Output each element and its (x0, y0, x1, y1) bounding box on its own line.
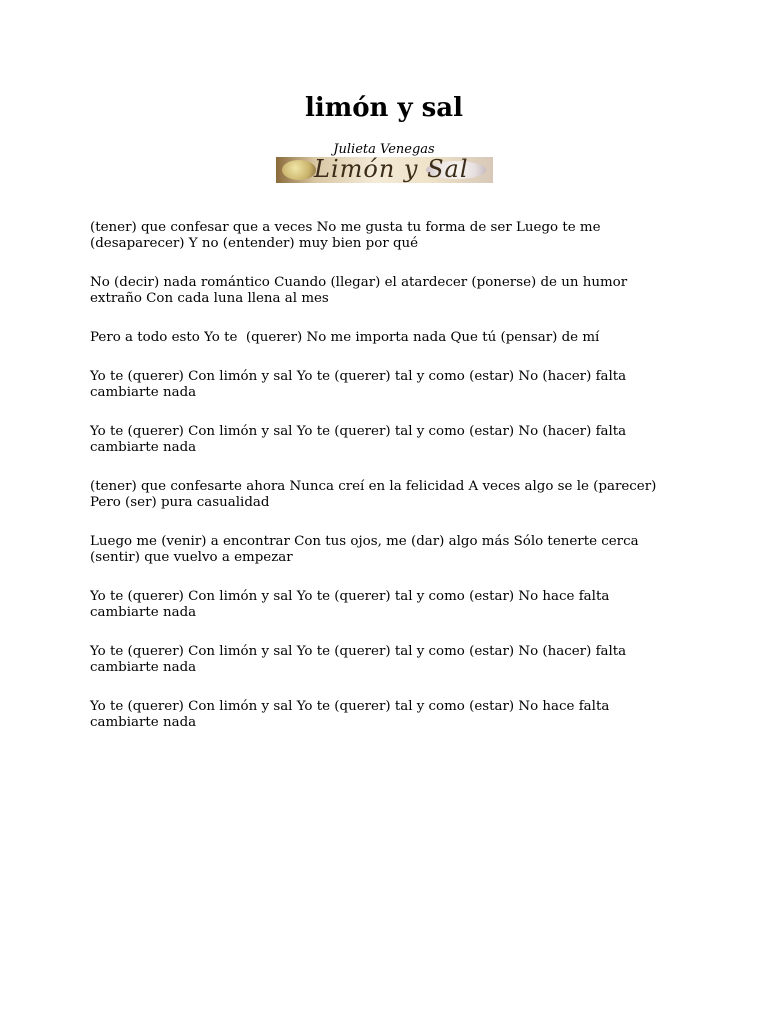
lyrics-stanza: Yo te (querer) Con limón y sal Yo te (querer) tal y como (estar) No (hacer) falta cambiarte nada (90, 644, 631, 675)
lyrics-stanza: No (decir) nada romántico Cuando (llegar) el atardecer (ponerse) de un humor extraño Con cada luna llena al mes (90, 275, 632, 306)
lyrics-stanza: Yo te (querer) Con limón y sal Yo te (querer) tal y como (estar) No (hacer) falta cambiarte nada (90, 369, 631, 400)
album-banner-image (276, 157, 493, 183)
lyrics-stanza: (tener) que confesarte ahora Nunca creí en la felicidad A veces algo se le (parecer) Pero (ser) pura casualidad (90, 479, 661, 510)
author-name: Julieta Venegas (333, 142, 435, 157)
lyrics-stanza: Yo te (querer) Con limón y sal Yo te (querer) tal y como (estar) No (hacer) falta cambiarte nada (90, 424, 631, 455)
lyrics-body (90, 220, 682, 754)
lyrics-stanza: Pero a todo esto Yo te (querer) No me importa nada Que tú (pensar) de mí (90, 330, 600, 345)
lyrics-stanza: Yo te (querer) Con limón y sal Yo te (querer) tal y como (estar) No hace falta cambiarte nada (90, 589, 614, 620)
lyrics-stanza: Luego me (venir) a encontrar Con tus ojos, me (dar) algo más Sólo tenerte cerca (sentir) que vuelvo a empezar (90, 534, 643, 565)
lyrics-stanza: Yo te (querer) Con limón y sal Yo te (querer) tal y como (estar) No hace falta cambiarte nada (90, 699, 614, 730)
page-title: limón y sal (304, 93, 464, 123)
lyrics-stanza: (tener) que confesar que a veces No me gusta tu forma de ser Luego te me (desaparecer) Y no (entender) muy bien por qué (90, 220, 605, 251)
banner-logo-text: Limón y Sal (314, 157, 469, 183)
lemon-illustration (282, 160, 316, 180)
